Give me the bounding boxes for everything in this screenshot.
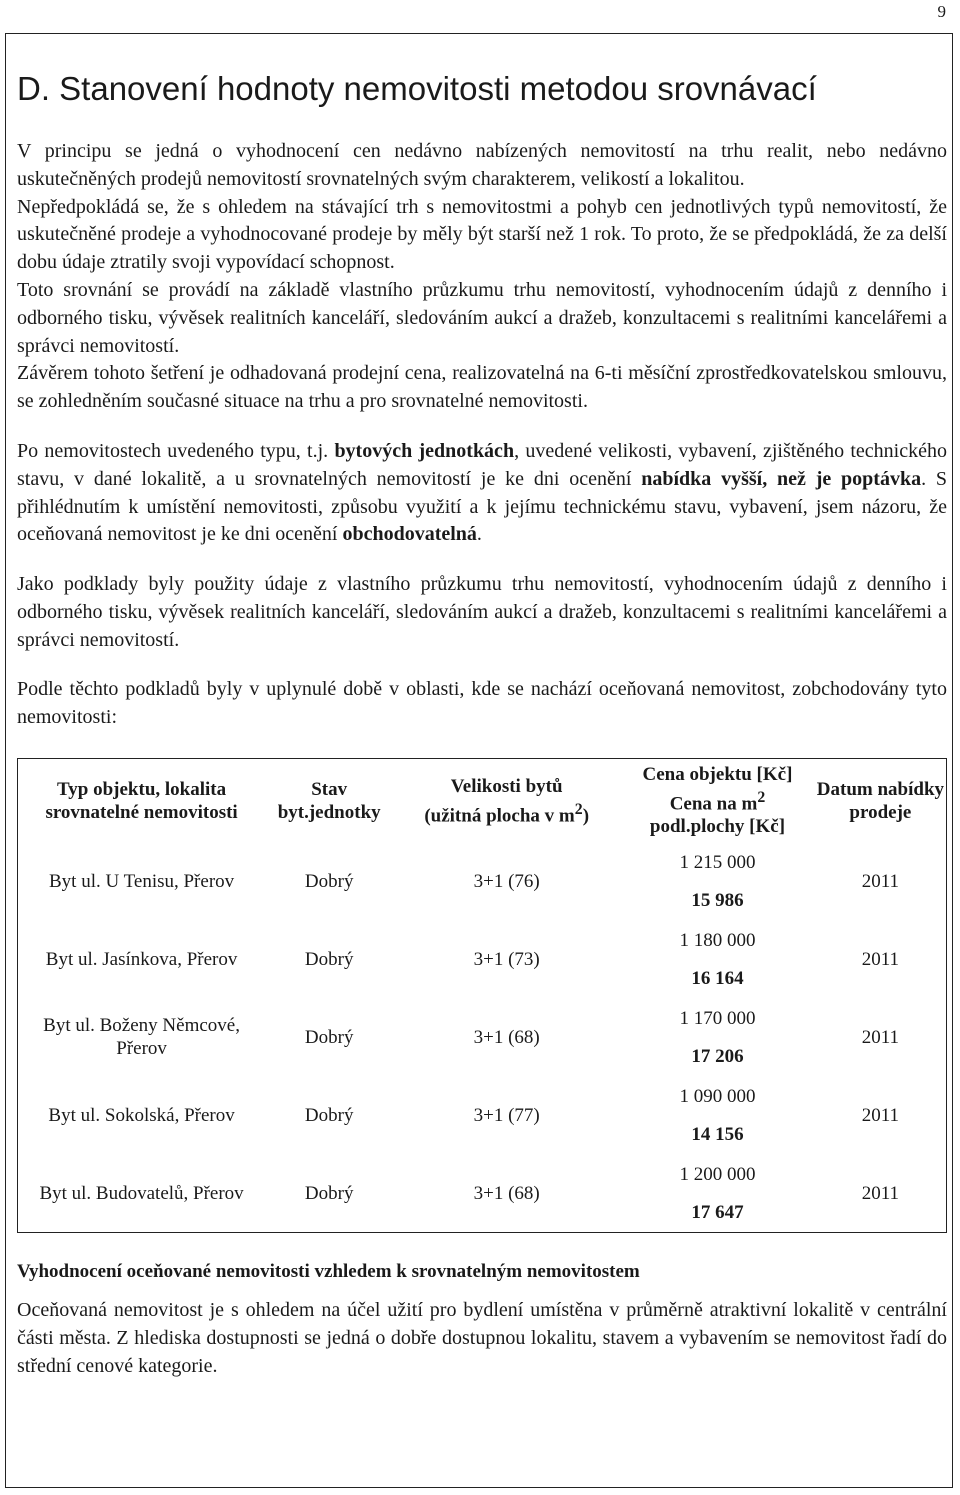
document-content (17, 70, 947, 1381)
cell-date: 2011 (861, 1026, 900, 1048)
text-run: . (476, 523, 482, 546)
table-row (18, 920, 947, 998)
header-type: Typ objektu, lokalita srovnatelné nemovitosti (45, 778, 238, 823)
cell-price-per-m2: 17 206 (691, 1045, 744, 1067)
header-state: Stav byt.jednotky (277, 778, 381, 823)
header-date: Datum nabídky prodeje (816, 778, 945, 823)
cell-price-total: 1 170 000 (679, 1007, 756, 1029)
page-number: 9 (937, 2, 946, 21)
table-row (18, 1076, 947, 1154)
comparison-table (17, 758, 947, 1233)
text-run: , uvedené velikosti, vybavení, zjištěného technického stavu, v dané lokalitě, a u srovnatelných nemovitostí je ke dni ocenění (17, 439, 947, 490)
cell-type: Byt ul. Sokolská, Přerov (48, 1104, 235, 1126)
cell-price (620, 920, 815, 998)
cell-state: Dobrý (304, 948, 354, 970)
cell-type: Byt ul. Budovatelů, Přerov (39, 1182, 244, 1204)
cell-price-per-m2: 15 986 (691, 889, 744, 911)
header-size-line2: (užitná plocha v m (424, 804, 575, 826)
cell-size: 3+1 (76) (473, 870, 540, 892)
cell-price (620, 1154, 815, 1233)
cell-size: 3+1 (77) (473, 1104, 540, 1126)
section-title: D. Stanovení hodnoty nemovitosti metodou srovnávací (17, 70, 817, 107)
cell-price-total: 1 180 000 (679, 929, 756, 951)
cell-price-total: 1 200 000 (679, 1163, 756, 1185)
intro-paragraph-1: V principu se jedná o vyhodnocení cen nedávno nabízených nemovitostí na trhu realit, nebo nedávno uskutečněných prodejů nemovitostí srovnatelných svým charakterem, velikostí a lokalitou. (17, 139, 947, 190)
cell-price (620, 998, 815, 1076)
cell-price-per-m2: 16 164 (691, 967, 744, 989)
header-price-line2: Cena na m (669, 793, 758, 815)
cell-type: Byt ul. Boženy Němcové, Přerov (43, 1015, 240, 1060)
cell-price-per-m2: 17 647 (691, 1201, 744, 1223)
header-price-line1: Cena objektu [Kč] (642, 764, 793, 786)
table-row (18, 842, 947, 920)
table-row (18, 998, 947, 1076)
cell-state: Dobrý (304, 1104, 354, 1126)
market-paragraph (17, 438, 947, 549)
cell-date: 2011 (861, 1182, 900, 1204)
superscript: 2 (574, 800, 583, 818)
bold-run: obchodovatelná (342, 523, 477, 546)
bold-run: bytových jednotkách (334, 439, 515, 462)
cell-size: 3+1 (73) (473, 948, 540, 970)
cell-state: Dobrý (304, 1182, 354, 1204)
intro-paragraph-4: Závěrem tohoto šetření je odhadovaná prodejní cena, realizovatelná na 6-ti měsíční zprostředkovatelskou smlouvu, se zohledněním současné situace na trhu a pro srovnatelné nemovitosti. (17, 362, 947, 413)
header-size (393, 759, 620, 843)
traded-paragraph: Podle těchto podkladů byly v uplynulé době v oblasti, kde se nachází oceňovaná nemovitost, zobchodovány tyto nemovitosti: (17, 678, 947, 729)
header-size-line1: Velikosti bytů (450, 775, 563, 797)
cell-price (620, 842, 815, 920)
cell-date: 2011 (861, 870, 900, 892)
cell-state: Dobrý (304, 870, 354, 892)
cell-price (620, 1076, 815, 1154)
cell-size: 3+1 (68) (473, 1182, 540, 1204)
cell-price-total: 1 215 000 (679, 851, 756, 873)
bold-run: nabídka vyšší, než je poptávka (641, 467, 922, 490)
intro-paragraph-3: Toto srovnání se provádí na základě vlastního průzkumu trhu nemovitostí, vyhodnocením údajů z denního i odborného tisku, vývěsek realitních kanceláří, sledováním aukcí a dražeb, konzultacemi s realitními kancelářemi a správci nemovitostí. (17, 278, 947, 357)
sources-paragraph: Jako podklady byly použity údaje z vlastního průzkumu trhu nemovitostí, vyhodnocením údajů z denního i odborného tisku, vývěsek realitních kanceláří, sledováním aukcí a dražeb, konzultacemi s realitními kancelářemi a správci nemovitostí. (17, 573, 947, 651)
cell-date: 2011 (861, 948, 900, 970)
superscript: 2 (757, 789, 766, 807)
evaluation-text: Oceňovaná nemovitost je s ohledem na účel užití pro bydlení umístěna v průměrně atraktivní lokalitě v centrální části města. Z hlediska dostupnosti se jedná o dobře dostupnou lokalitu, stavem a vybavením se nemovitost řadí do střední cenové kategorie. (17, 1299, 947, 1377)
cell-state: Dobrý (304, 1026, 354, 1048)
cell-date: 2011 (861, 1104, 900, 1126)
header-price-line3: podl.plochy [Kč] (649, 816, 786, 838)
cell-size: 3+1 (68) (473, 1026, 540, 1048)
text-run: Po nemovitostech uvedeného typu, t.j. (17, 439, 335, 462)
evaluation-heading: Vyhodnocení oceňované nemovitosti vzhledem k srovnatelným nemovitostem (17, 1261, 640, 1283)
cell-type: Byt ul. Jasínkova, Přerov (45, 948, 238, 970)
cell-type: Byt ul. U Tenisu, Přerov (49, 870, 235, 892)
table-row (18, 1154, 947, 1233)
cell-price-per-m2: 14 156 (691, 1123, 744, 1145)
text-run: . S přihlédnutím k umístění nemovitosti, způsobu využití a k jejímu technickému stavu, vybavení, jsem názoru, že oceňovaná nemovitost je ke dni ocenění (17, 467, 948, 546)
header-size-close: ) (582, 804, 590, 826)
table-header-row (18, 759, 947, 843)
cell-price-total: 1 090 000 (679, 1085, 756, 1107)
intro-paragraph-2: Nepředpokládá se, že s ohledem na stávající trh s nemovitostmi a pohyb cen jednotlivých typů nemovitostí, že uskutečněné prodeje a vyhodnocované prodeje by měly být starší než 1 rok. To proto, že se předpokládá, že za delší dobu údaje ztratily svoji vypovídací schopnost. (17, 195, 947, 274)
header-price (620, 759, 815, 843)
